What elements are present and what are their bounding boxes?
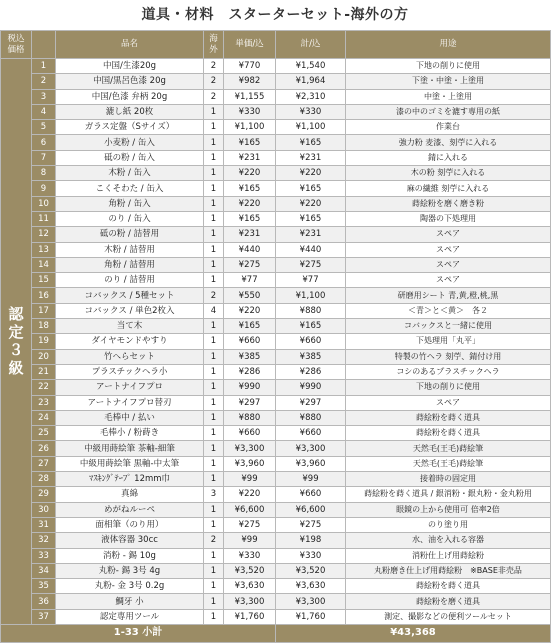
item-unit-price: ¥220	[224, 196, 276, 211]
item-total: ¥2,310	[276, 89, 346, 104]
header-usage: 用途	[346, 31, 551, 59]
table-row	[1, 456, 551, 471]
item-unit-price: ¥3,630	[224, 579, 276, 594]
item-total: ¥660	[276, 487, 346, 502]
row-number: 15	[32, 273, 56, 288]
item-quantity: 1	[204, 563, 224, 578]
item-unit-price: ¥385	[224, 349, 276, 364]
item-total: ¥220	[276, 166, 346, 181]
item-total: ¥1,964	[276, 74, 346, 89]
item-name: アートナイフプロ	[56, 380, 204, 395]
item-name: 中国/黒呂色漆 20g	[56, 74, 204, 89]
item-total: ¥330	[276, 548, 346, 563]
item-name: 中国/色漆 弁柄 20g	[56, 89, 204, 104]
table-row	[1, 242, 551, 257]
table-row	[1, 364, 551, 379]
item-name: 液体容器 30cc	[56, 533, 204, 548]
item-name: 小麦粉 / 缶入	[56, 135, 204, 150]
item-quantity: 1	[204, 120, 224, 135]
item-quantity: 1	[204, 395, 224, 410]
item-quantity: 2	[204, 89, 224, 104]
table-row	[1, 89, 551, 104]
table-row	[1, 349, 551, 364]
item-unit-price: ¥660	[224, 334, 276, 349]
item-unit-price: ¥330	[224, 104, 276, 119]
item-usage: 蒔絵粉を蒔く道具 / 銀消粉・銀丸粉・金丸粉用	[346, 487, 551, 502]
row-number: 35	[32, 579, 56, 594]
row-number: 16	[32, 288, 56, 303]
row-number: 11	[32, 211, 56, 226]
item-usage: 接着時の固定用	[346, 472, 551, 487]
table-row	[1, 334, 551, 349]
item-name: 丸粉- 金 3号 0.2g	[56, 579, 204, 594]
item-total: ¥77	[276, 273, 346, 288]
item-unit-price: ¥165	[224, 181, 276, 196]
header-total: 計/込	[276, 31, 346, 59]
item-total: ¥165	[276, 319, 346, 334]
item-quantity: 1	[204, 548, 224, 563]
item-usage: 蒔絵粉を蒔く道具	[346, 579, 551, 594]
item-total: ¥330	[276, 104, 346, 119]
item-name: 丸粉- 錫 3号 4g	[56, 563, 204, 578]
row-number: 17	[32, 303, 56, 318]
item-quantity: 1	[204, 349, 224, 364]
subtotal-row	[1, 624, 551, 642]
item-quantity: 1	[204, 273, 224, 288]
row-number: 25	[32, 426, 56, 441]
item-name: 中級用蒔絵筆 黒軸-中太筆	[56, 456, 204, 471]
item-total: ¥275	[276, 517, 346, 532]
item-total: ¥880	[276, 410, 346, 425]
item-quantity: 1	[204, 319, 224, 334]
item-unit-price: ¥99	[224, 533, 276, 548]
row-number: 8	[32, 166, 56, 181]
item-usage: 天然毛(王毛)蒔絵筆	[346, 456, 551, 471]
item-quantity: 1	[204, 181, 224, 196]
table-row	[1, 227, 551, 242]
item-name: アートナイフプロ替刃	[56, 395, 204, 410]
item-name: のり / 缶入	[56, 211, 204, 226]
item-usage: スペア	[346, 395, 551, 410]
row-number: 32	[32, 533, 56, 548]
item-unit-price: ¥231	[224, 150, 276, 165]
table-row	[1, 517, 551, 532]
item-usage: 消粉仕上げ用蒔絵粉	[346, 548, 551, 563]
item-total: ¥990	[276, 380, 346, 395]
item-quantity: 1	[204, 364, 224, 379]
item-total: ¥165	[276, 211, 346, 226]
item-total: ¥165	[276, 135, 346, 150]
item-name: ガラス定盤（Sサイズ）	[56, 120, 204, 135]
item-quantity: 1	[204, 441, 224, 456]
item-total: ¥297	[276, 395, 346, 410]
table-row	[1, 548, 551, 563]
item-usage: スペア	[346, 242, 551, 257]
row-number: 6	[32, 135, 56, 150]
row-number: 27	[32, 456, 56, 471]
item-quantity: 2	[204, 59, 224, 74]
row-number: 21	[32, 364, 56, 379]
item-unit-price: ¥165	[224, 319, 276, 334]
header-tax-price: 税込 価格	[1, 31, 32, 59]
level-label: 認 定 ３ 級	[1, 59, 32, 625]
item-unit-price: ¥1,760	[224, 609, 276, 624]
item-name: コバックス / 単色2枚入	[56, 303, 204, 318]
row-number: 7	[32, 150, 56, 165]
table-row	[1, 594, 551, 609]
item-quantity: 3	[204, 487, 224, 502]
item-quantity: 1	[204, 150, 224, 165]
item-usage: 丸粉磨き仕上げ用蒔絵粉 ※BASE非売品	[346, 563, 551, 578]
item-usage: 測定、撮影などの便利ツールセット	[346, 609, 551, 624]
item-quantity: 4	[204, 303, 224, 318]
item-usage: スペア	[346, 257, 551, 272]
item-unit-price: ¥231	[224, 227, 276, 242]
item-name: こくそわた / 缶入	[56, 181, 204, 196]
table-row	[1, 273, 551, 288]
table-row	[1, 380, 551, 395]
item-usage: 蒔絵粉を磨く磨き粉	[346, 196, 551, 211]
item-usage: 作業台	[346, 120, 551, 135]
item-total: ¥440	[276, 242, 346, 257]
table-row	[1, 166, 551, 181]
item-usage: のり塗り用	[346, 517, 551, 532]
item-name: プラスチックヘラ小	[56, 364, 204, 379]
item-name: 鯛牙 小	[56, 594, 204, 609]
item-total: ¥385	[276, 349, 346, 364]
item-unit-price: ¥550	[224, 288, 276, 303]
item-usage: 眼鏡の上から使用可 倍率2倍	[346, 502, 551, 517]
item-quantity: 1	[204, 227, 224, 242]
table-row	[1, 288, 551, 303]
row-number: 12	[32, 227, 56, 242]
item-total: ¥3,630	[276, 579, 346, 594]
table-row	[1, 104, 551, 119]
item-total: ¥3,960	[276, 456, 346, 471]
item-usage: 麻の繊維 刻苧に入れる	[346, 181, 551, 196]
item-unit-price: ¥880	[224, 410, 276, 425]
item-name: めがねルーペ	[56, 502, 204, 517]
item-unit-price: ¥220	[224, 487, 276, 502]
item-usage: 蒔絵粉を蒔く道具	[346, 410, 551, 425]
item-quantity: 1	[204, 472, 224, 487]
item-quantity: 1	[204, 257, 224, 272]
table-row	[1, 135, 551, 150]
item-unit-price: ¥3,520	[224, 563, 276, 578]
item-name: 砥の粉 / 缶入	[56, 150, 204, 165]
table-row	[1, 120, 551, 135]
item-name: 真綿	[56, 487, 204, 502]
table-row	[1, 502, 551, 517]
item-name: ﾏｽｷﾝｸﾞﾃｰﾌﾟ 12mm巾	[56, 472, 204, 487]
table-row	[1, 319, 551, 334]
item-usage: 蒔絵粉を蒔く道具	[346, 426, 551, 441]
row-number: 2	[32, 74, 56, 89]
item-unit-price: ¥3,300	[224, 441, 276, 456]
item-usage: 天然毛(王毛)蒔絵筆	[346, 441, 551, 456]
item-quantity: 1	[204, 609, 224, 624]
item-name: 毛棒中 / 払い	[56, 410, 204, 425]
item-quantity: 1	[204, 426, 224, 441]
item-name: 角粉 / 詰替用	[56, 257, 204, 272]
item-usage: コバックスと一緒に使用	[346, 319, 551, 334]
header-index	[32, 31, 56, 59]
item-name: 中国/生漆20g	[56, 59, 204, 74]
item-name: 木粉 / 詰替用	[56, 242, 204, 257]
item-quantity: 1	[204, 242, 224, 257]
row-number: 30	[32, 502, 56, 517]
item-name: 中級用蒔絵筆 茶軸-細筆	[56, 441, 204, 456]
item-usage: 下地の削りに使用	[346, 59, 551, 74]
row-number: 23	[32, 395, 56, 410]
table-row	[1, 59, 551, 74]
item-usage: 中塗・上塗用	[346, 89, 551, 104]
table-row	[1, 181, 551, 196]
item-total: ¥99	[276, 472, 346, 487]
item-name: 漉し紙 20枚	[56, 104, 204, 119]
item-usage: 下塗・中塗・上塗用	[346, 74, 551, 89]
header-unit-price: 単価/込	[224, 31, 276, 59]
row-number: 20	[32, 349, 56, 364]
item-unit-price: ¥3,960	[224, 456, 276, 471]
item-total: ¥286	[276, 364, 346, 379]
item-unit-price: ¥330	[224, 548, 276, 563]
item-total: ¥660	[276, 426, 346, 441]
table-row	[1, 211, 551, 226]
table-row	[1, 303, 551, 318]
item-name: 認定専用ツール	[56, 609, 204, 624]
item-total: ¥220	[276, 196, 346, 211]
item-unit-price: ¥99	[224, 472, 276, 487]
item-unit-price: ¥1,100	[224, 120, 276, 135]
item-quantity: 1	[204, 211, 224, 226]
subtotal-value: ¥43,368	[276, 624, 551, 642]
item-total: ¥1,540	[276, 59, 346, 74]
item-usage: スペア	[346, 273, 551, 288]
item-quantity: 1	[204, 380, 224, 395]
row-number: 14	[32, 257, 56, 272]
item-total: ¥3,300	[276, 594, 346, 609]
item-usage: 蒔絵粉を磨く道具	[346, 594, 551, 609]
item-total: ¥1,100	[276, 288, 346, 303]
item-unit-price: ¥165	[224, 135, 276, 150]
item-usage: 研磨用シート 青,黄,橙,桃,黒	[346, 288, 551, 303]
item-unit-price: ¥286	[224, 364, 276, 379]
item-unit-price: ¥220	[224, 166, 276, 181]
item-quantity: 1	[204, 502, 224, 517]
item-usage: スペア	[346, 227, 551, 242]
item-quantity: 1	[204, 594, 224, 609]
item-name: 竹へらセット	[56, 349, 204, 364]
item-name: 面相筆（のり用）	[56, 517, 204, 532]
row-number: 28	[32, 472, 56, 487]
item-total: ¥165	[276, 181, 346, 196]
row-number: 1	[32, 59, 56, 74]
item-unit-price: ¥77	[224, 273, 276, 288]
item-usage: 木の粉 刻苧に入れる	[346, 166, 551, 181]
item-unit-price: ¥275	[224, 257, 276, 272]
item-usage: 下処理用「丸平」	[346, 334, 551, 349]
item-total: ¥1,760	[276, 609, 346, 624]
row-number: 33	[32, 548, 56, 563]
item-total: ¥880	[276, 303, 346, 318]
item-name: 当て木	[56, 319, 204, 334]
item-quantity: 2	[204, 288, 224, 303]
row-number: 9	[32, 181, 56, 196]
item-unit-price: ¥165	[224, 211, 276, 226]
row-number: 22	[32, 380, 56, 395]
item-unit-price: ¥1,155	[224, 89, 276, 104]
item-usage: 特製の竹ヘラ 刻苧、錆付け用	[346, 349, 551, 364]
item-unit-price: ¥660	[224, 426, 276, 441]
item-name: 砥の粉 / 詰替用	[56, 227, 204, 242]
row-number: 18	[32, 319, 56, 334]
item-unit-price: ¥6,600	[224, 502, 276, 517]
item-usage: コシのあるプラスチックヘラ	[346, 364, 551, 379]
item-quantity: 1	[204, 579, 224, 594]
items-table	[0, 30, 551, 643]
table-row	[1, 609, 551, 624]
table-row	[1, 410, 551, 425]
item-unit-price: ¥297	[224, 395, 276, 410]
row-number: 13	[32, 242, 56, 257]
subtotal-label: 1-33 小計	[1, 624, 276, 642]
item-quantity: 1	[204, 196, 224, 211]
table-row	[1, 563, 551, 578]
item-unit-price: ¥440	[224, 242, 276, 257]
header-name: 品名	[56, 31, 204, 59]
item-usage: ＜青＞と＜黄＞ 各２	[346, 303, 551, 318]
item-unit-price: ¥220	[224, 303, 276, 318]
item-quantity: 1	[204, 166, 224, 181]
row-number: 10	[32, 196, 56, 211]
row-number: 24	[32, 410, 56, 425]
item-name: コバックス / 5種セット	[56, 288, 204, 303]
table-row	[1, 426, 551, 441]
item-total: ¥198	[276, 533, 346, 548]
item-total: ¥231	[276, 150, 346, 165]
item-total: ¥6,600	[276, 502, 346, 517]
item-total: ¥3,300	[276, 441, 346, 456]
row-number: 3	[32, 89, 56, 104]
item-unit-price: ¥770	[224, 59, 276, 74]
table-row	[1, 533, 551, 548]
item-total: ¥231	[276, 227, 346, 242]
row-number: 37	[32, 609, 56, 624]
item-usage: 錆に入れる	[346, 150, 551, 165]
table-row	[1, 487, 551, 502]
item-total: ¥3,520	[276, 563, 346, 578]
table-row	[1, 257, 551, 272]
item-name: 木粉 / 缶入	[56, 166, 204, 181]
item-usage: 強力粉 麦漆、刻苧に入れる	[346, 135, 551, 150]
table-row	[1, 579, 551, 594]
row-number: 4	[32, 104, 56, 119]
item-unit-price: ¥990	[224, 380, 276, 395]
item-quantity: 1	[204, 517, 224, 532]
item-quantity: 1	[204, 104, 224, 119]
row-number: 26	[32, 441, 56, 456]
table-row	[1, 74, 551, 89]
row-number: 29	[32, 487, 56, 502]
item-quantity: 2	[204, 533, 224, 548]
row-number: 31	[32, 517, 56, 532]
table-row	[1, 395, 551, 410]
table-row	[1, 150, 551, 165]
item-unit-price: ¥3,300	[224, 594, 276, 609]
item-name: のり / 詰替用	[56, 273, 204, 288]
item-quantity: 1	[204, 410, 224, 425]
item-total: ¥660	[276, 334, 346, 349]
item-quantity: 1	[204, 334, 224, 349]
row-number: 19	[32, 334, 56, 349]
page-title: 道具・材料 スターターセット-海外の方	[141, 7, 409, 23]
item-name: ダイヤモンドやすり	[56, 334, 204, 349]
item-usage: 水、油を入れる容器	[346, 533, 551, 548]
item-usage: 下地の削りに使用	[346, 380, 551, 395]
item-total: ¥1,100	[276, 120, 346, 135]
row-number: 36	[32, 594, 56, 609]
table-row	[1, 196, 551, 211]
item-quantity: 1	[204, 135, 224, 150]
item-name: 消粉 - 錫 10g	[56, 548, 204, 563]
table-row	[1, 441, 551, 456]
item-unit-price: ¥982	[224, 74, 276, 89]
item-quantity: 1	[204, 456, 224, 471]
item-usage: 陶器の下処理用	[346, 211, 551, 226]
item-total: ¥275	[276, 257, 346, 272]
item-unit-price: ¥275	[224, 517, 276, 532]
item-usage: 漆の中のゴミを漉す専用の紙	[346, 104, 551, 119]
row-number: 5	[32, 120, 56, 135]
table-header	[1, 31, 551, 59]
header-overseas: 海 外	[204, 31, 224, 59]
item-quantity: 2	[204, 74, 224, 89]
item-name: 角粉 / 缶入	[56, 196, 204, 211]
table-row	[1, 472, 551, 487]
row-number: 34	[32, 563, 56, 578]
item-name: 毛棒小 / 粉蒔き	[56, 426, 204, 441]
